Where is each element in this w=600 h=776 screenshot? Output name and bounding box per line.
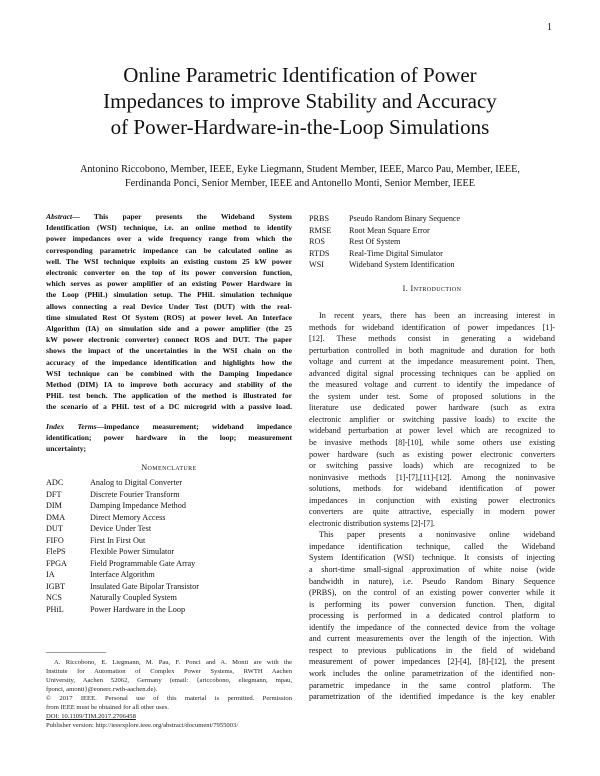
nomenclature-desc: Insulated Gate Bipolar Transistor	[90, 581, 199, 591]
footnote-rule	[46, 652, 106, 653]
acronym-desc: Root Mean Square Error	[349, 225, 430, 235]
abstract-line: WSI technique can be combined with the Damping Impedance	[46, 368, 292, 378]
nomenclature-row	[46, 535, 292, 547]
footnote-line: DOI: 10.1109/TIM.2017.2706458	[46, 713, 136, 720]
index-terms-line: uncertainty;	[46, 444, 87, 454]
paragraph-line: converters are quite attractive, especially in modern power	[309, 507, 555, 517]
acronym-row	[309, 248, 555, 260]
nomenclature-desc: Damping Impedance Method	[90, 501, 186, 510]
nomenclature-abbr: DFT	[46, 489, 62, 499]
index-terms-line: Index Terms—impedance measurement; wideband impedance	[46, 422, 292, 431]
title-line: of Power-Hardware-in-the-Loop Simulations	[110, 115, 490, 139]
acronym-row	[309, 225, 555, 237]
footnote-line: fponci, amonti}@eonerc.rwth-aachen.de).	[46, 686, 158, 693]
abstract-line: which serves as power amplifier of an existing Power Hardware in	[46, 279, 292, 289]
paragraph-line: power hardware (such as existing power electronic converters	[309, 449, 555, 459]
abstract-line: PHiL test bench. The application of the method is illustrated for	[46, 391, 292, 401]
paper-title	[40, 62, 560, 140]
acronym-desc: Wideband System Identification	[349, 260, 455, 270]
acronym-abbr: ROS	[309, 237, 325, 247]
nomenclature-abbr: DMA	[46, 512, 66, 522]
paragraph-line: advanced digital signal processing techniques can be applied on	[309, 368, 555, 378]
paragraph-line: the system under test. Some of proposed solutions in the	[309, 391, 555, 401]
title-line: Online Parametric Identification of Power	[123, 63, 477, 87]
paragraph-line: perturbation controlled in both magnitude and duration for both	[309, 345, 555, 355]
index-terms-line: identification; power hardware in the loop; measurement	[46, 433, 292, 443]
footnote-line: © 2017 IEEE. Personal use of this material is permitted. Permission	[46, 695, 292, 702]
nomenclature-row	[46, 512, 292, 524]
paragraph-line: measurement of power impedances [2]-[4], [8]-[12], the present	[309, 657, 555, 667]
paragraph-line: identify the impedance of the connected device from the voltage	[309, 622, 555, 632]
paragraph-line: methods for wideband identification of power impedances [1]-	[309, 322, 555, 332]
nomenclature-row	[46, 581, 292, 593]
nomenclature-row	[46, 489, 292, 501]
footnote-line: Publisher version: http://ieeexplore.ieee.org/abstract/document/7955003/	[46, 722, 239, 729]
abstract-lead: Abstract	[46, 212, 73, 221]
abstract-line: the Loop (PHiL) simulation setup. The PHiL simulation technique	[46, 290, 292, 300]
nomenclature-row	[46, 546, 292, 558]
paragraph-line: [12]. These methods consist in generating a wideband	[309, 334, 555, 344]
footnote-line: Institute for Automation of Complex Power Systems, RWTH Aachen	[46, 668, 292, 675]
nomenclature-desc: Analog to Digital Converter	[90, 478, 183, 487]
paragraph-line: voltage and current at the impedance measurement point. Then,	[309, 357, 555, 367]
nomenclature-heading	[46, 462, 292, 473]
title-line: Impedances to improve Stability and Accuracy	[103, 89, 497, 113]
paragraph-line: respect to previous publications in the field of wideband	[309, 645, 555, 655]
nomenclature-desc: Device Under Test	[90, 524, 152, 533]
nomenclature-row	[46, 523, 292, 535]
paragraph-line: impedances in conjunction with existing power electronics	[309, 495, 555, 505]
paragraph-line: In recent years, there has been an increasing interest in	[319, 311, 555, 320]
paragraph-line: work includes the online parametrization of the identified non-	[309, 668, 555, 678]
paragraph-line: impedance identification technique, called the Wideband	[309, 541, 555, 551]
paragraph-line: electronic distribution systems [2]-[7].	[309, 518, 435, 528]
abstract-line: Abstract— This paper presents the Wideband System	[46, 212, 292, 221]
acronym-abbr: RTDS	[309, 248, 330, 258]
acronym-abbr: PRBS	[309, 214, 330, 223]
index-terms-lead: Index Terms	[46, 422, 97, 431]
index-terms	[46, 421, 292, 455]
paragraph-line: (PRBS), on the control of an existing power converter while it	[309, 588, 555, 598]
nomenclature-desc: Direct Memory Access	[90, 512, 166, 522]
paragraph-line: noninvasive methods [1]-[7],[11]-[12]. Among the noninvasive	[309, 472, 555, 482]
abstract-line: time simulated Rest Of System (ROS) at power level. An Interface	[46, 312, 292, 322]
paragraph	[309, 529, 555, 702]
section-heading-introduction	[309, 283, 555, 294]
paragraph	[309, 310, 555, 529]
paragraph-line: wideband perturbation at power level which are recognized to	[309, 426, 555, 436]
nomenclature-abbr: IGBT	[46, 581, 66, 591]
nomenclature-row	[46, 500, 292, 512]
abstract-line: power impedances over a wide frequency range from which the	[46, 234, 292, 244]
paragraph-line: parametric impedance in the same control platform. The	[309, 680, 555, 690]
nomenclature-row	[46, 558, 292, 570]
acronym-row	[309, 259, 555, 271]
paragraph-line: a short-time small-signal approximation of white noise (wide	[309, 565, 555, 575]
acronym-row	[309, 236, 555, 248]
abstract-line: corresponding parametric impedance can be calculated online as	[46, 245, 292, 255]
abstract-line: electronic converter on the top of its power conversion function,	[46, 268, 292, 278]
paragraph-line: bandwidth in nature), i.e. Pseudo Random Binary Sequence	[309, 576, 555, 586]
nomenclature-desc: Field Programmable Gate Array	[90, 558, 196, 568]
author-list	[40, 163, 560, 191]
nomenclature-abbr: PHiL	[46, 604, 64, 614]
nomenclature-desc: Naturally Coupled System	[90, 593, 177, 602]
nomenclature-desc: Discrete Fourier Transform	[90, 489, 180, 499]
acronym-row	[309, 213, 555, 225]
nomenclature-abbr: FIFO	[46, 535, 64, 545]
footnote-line: University, Aachen 52062, Germany (email: {ariccobono, eliegmann, mpau,	[46, 677, 292, 684]
nomenclature-row	[46, 604, 292, 616]
nomenclature-desc: Power Hardware in the Loop	[90, 604, 186, 614]
footnote	[46, 658, 292, 730]
nomenclature-abbr: DIM	[46, 501, 62, 510]
paragraph-line: or switching passive loads) which are recognized to be	[309, 461, 555, 471]
abstract-line: Method (DIM) IA to improve both accuracy and stability of the	[46, 380, 292, 390]
paragraph-line: This paper presents a noninvasive online wideband	[319, 530, 555, 540]
acronym-table-continued	[309, 213, 555, 271]
nomenclature-table	[46, 477, 292, 615]
paragraph-line: is performing its power conversion function. Then, digital	[309, 599, 555, 609]
abstract	[46, 211, 292, 413]
abstract-line: Algorithm (IA) on simulation side and a power amplifier (the 25	[46, 324, 292, 334]
paragraph-line: electronic amplifier or switching passive loads) to excite the	[309, 414, 555, 424]
author-line: Ferdinanda Ponci, Senior Member, IEEE and Antonello Monti, Senior Member, IEEE	[124, 178, 475, 189]
nomenclature-desc: First In First Out	[90, 535, 146, 545]
abstract-line: shows the impact of the uncertainties in the WSI chain on the	[46, 346, 292, 356]
nomenclature-row	[46, 592, 292, 604]
acronym-desc: Pseudo Random Binary Sequence	[349, 214, 461, 223]
paragraph-line: and current measurements over the length of the injection. With	[309, 634, 555, 644]
acronym-abbr: WSI	[309, 260, 325, 270]
paragraph-line: literature use dedicated power hardware (such as extra	[309, 403, 555, 413]
nomenclature-abbr: FPGA	[46, 558, 67, 568]
abstract-line: well. The WSI technique exploits an existing custom 25 kW power	[46, 256, 292, 266]
nomenclature-abbr: FlePS	[46, 547, 66, 556]
acronym-abbr: RMSE	[309, 225, 332, 235]
abstract-line: kW power electronic converter) connect ROS and DUT. The paper	[46, 335, 292, 345]
nomenclature-row	[46, 477, 292, 489]
nomenclature-abbr: NCS	[46, 593, 62, 602]
paragraph-line: parametrization of the identified impedance is the key enabler	[309, 692, 555, 702]
paragraph-line: be invasive methods [8]-[10], while some others use existing	[309, 438, 555, 448]
nomenclature-heading-text: Nomenclature	[141, 463, 197, 472]
section-heading-text: I. Introduction	[402, 284, 462, 293]
page-number: 1	[547, 22, 552, 33]
paragraph-line: the measured voltage and current to identify the impedance of	[309, 380, 555, 390]
nomenclature-desc: Interface Algorithm	[90, 570, 155, 579]
paragraph-line: System Identification (WSI) technique. It consists of injecting	[309, 553, 555, 563]
nomenclature-desc: Flexible Power Simulator	[90, 547, 175, 556]
nomenclature-row	[46, 569, 292, 581]
footnote-line: A. Riccobono, E. Liegmann, M. Pau, F. Ponci and A. Monti are with the	[54, 659, 292, 666]
author-line: Antonino Riccobono, Member, IEEE, Eyke Liegmann, Student Member, IEEE, Marco Pau, Member, IEEE,	[80, 164, 520, 175]
abstract-line: Identification (WSI) technique, i.e. an online method to identify	[46, 223, 292, 233]
nomenclature-abbr: IA	[46, 570, 55, 579]
abstract-line: the scenario of a PHiL test of a DC microgrid with a passive load.	[46, 402, 292, 412]
introduction-body	[309, 310, 555, 703]
paragraph-line: solutions, methods for wideband identification of power	[309, 484, 555, 494]
abstract-line: allows connecting a real Device Under Test (DUT) with the real-	[46, 301, 292, 311]
paragraph-line: processing is performed in a dedicated control platform to	[309, 611, 555, 621]
nomenclature-abbr: DUT	[46, 524, 63, 533]
abstract-line: accuracy of the impedance identification and highlights how the	[46, 357, 292, 367]
nomenclature-abbr: ADC	[46, 478, 64, 487]
acronym-desc: Rest Of System	[349, 237, 401, 247]
footnote-line: from IEEE must be obtained for all other uses.	[46, 704, 169, 711]
acronym-desc: Real-Time Digital Simulator	[349, 248, 443, 258]
